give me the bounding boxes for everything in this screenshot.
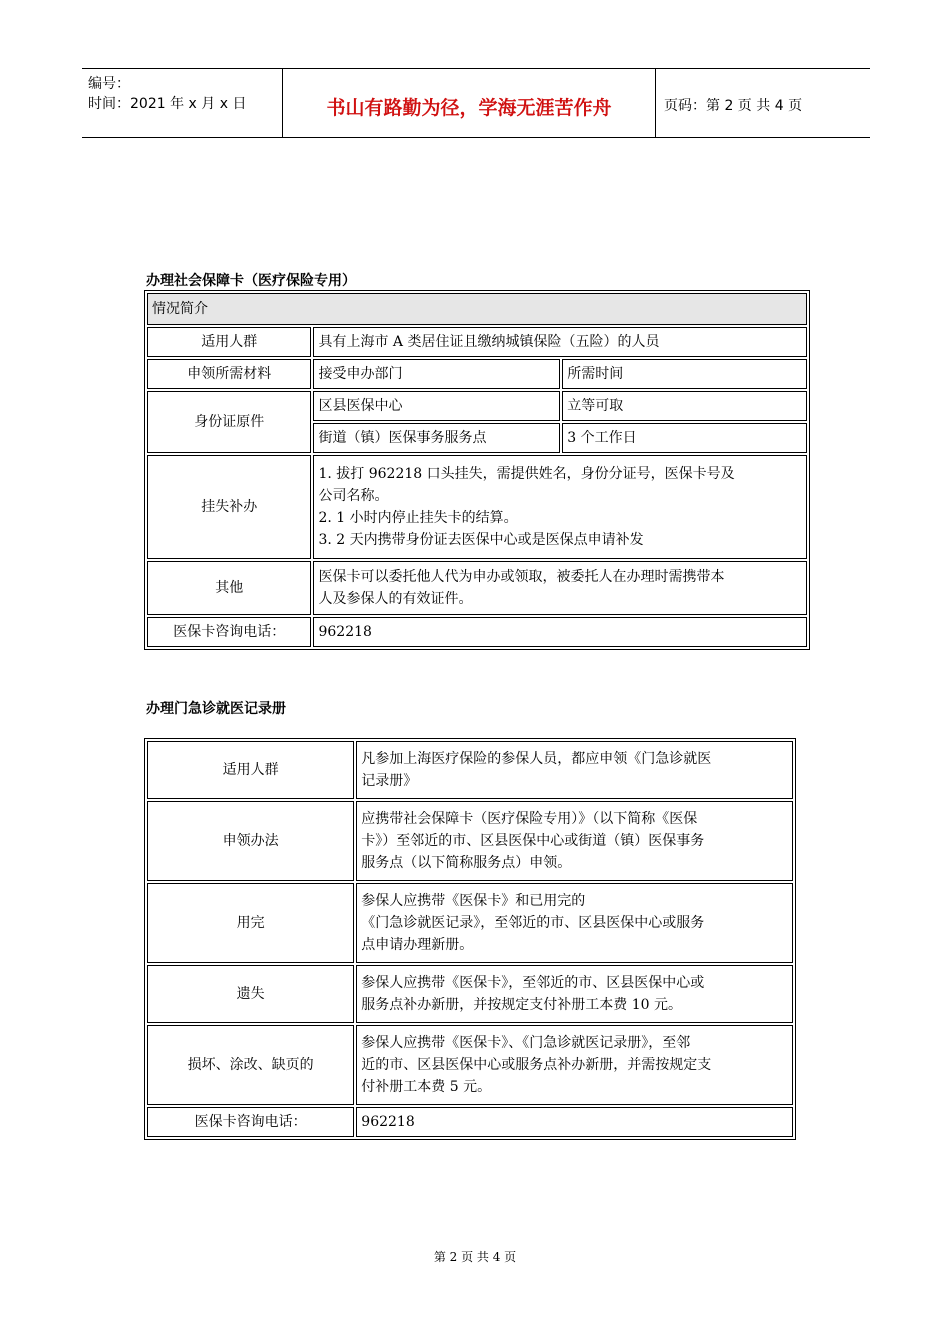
medical-record-book-table [144,738,796,1140]
header-motto-cell [283,69,656,137]
record-row-label: 申领办法 [147,801,354,881]
record-line: 凡参加上海医疗保险的参保人员，都应申领《门急诊就医 [361,751,712,767]
record-line: 应携带社会保障卡（医疗保险专用）》（以下简称《医保 [361,811,698,827]
document-number-label: 编号： [88,76,130,92]
record-row-label: 适用人群 [147,741,354,799]
record-row-content [356,883,793,963]
record-line: 记录册》 [361,773,418,789]
time-cell: 立等可取 [562,391,807,421]
record-row-content [356,741,793,799]
phone-value: 962218 [356,1107,793,1137]
loss-instructions [313,455,807,559]
social-security-card-table [144,290,810,650]
document-time-label: 时间：2021 年 x 月 x 日 [88,96,247,112]
record-line: 《门急诊就医记录》，至邻近的市、区县医保中心或服务 [361,915,705,931]
record-row-content [356,1025,793,1105]
record-row-content [356,965,793,1023]
record-line: 点申请办理新册。 [361,937,474,953]
header-motto: 书山有路勤为径，学海无涯苦作舟 [326,97,612,119]
phone-label: 医保卡咨询电话： [147,617,311,647]
page-header [82,68,870,138]
other-instructions [313,561,807,615]
id-card-label: 身份证原件 [147,391,311,453]
section-title-social-security-card: 办理社会保障卡（医疗保险专用） [146,273,356,289]
other-line: 医保卡可以委托他人代为申办或领取，被委托人在办理时需携带本 [318,569,725,585]
loss-line: 公司名称。 [318,488,389,504]
page-footer: 第 2 页 共 4 页 [433,1250,517,1264]
time-cell: 3 个工作日 [562,423,807,453]
record-line: 参保人应携带《医保卡》、《门急诊就医记录册》，至邻 [361,1035,691,1051]
section-title-medical-record-book: 办理门急诊就医记录册 [146,701,286,717]
record-row-label: 损坏、涂改、缺页的 [147,1025,354,1105]
loss-line: 1. 拔打 962218 口头挂失，需提供姓名，身份分证号，医保卡号及 [318,466,735,482]
time-header: 所需时间 [562,359,807,389]
other-line: 人及参保人的有效证件。 [318,591,473,607]
materials-label: 申领所需材料 [147,359,311,389]
other-label: 其他 [147,561,311,615]
dept-header: 接受申办部门 [313,359,560,389]
applicable-label: 适用人群 [147,327,311,357]
record-line: 近的市、区县医保中心或服务点补办新册，并需按规定支 [361,1057,712,1073]
record-row-content [356,801,793,881]
record-row-label: 遗失 [147,965,354,1023]
record-line: 卡》）至邻近的市、区县医保中心或街道（镇）医保事务 [361,833,705,849]
record-line: 参保人应携带《医保卡》，至邻近的市、区县医保中心或 [361,975,705,991]
loss-label: 挂失补办 [147,455,311,559]
record-line: 付补册工本费 5 元。 [361,1079,492,1095]
header-page-cell [656,69,870,137]
record-line: 参保人应携带《医保卡》和已用完的 [361,893,586,909]
intro-header: 情况简介 [147,293,807,325]
record-row-label: 用完 [147,883,354,963]
dept-cell: 街道（镇）医保事务服务点 [313,423,560,453]
header-page-number: 页码：第 2 页 共 4 页 [664,98,803,114]
record-line: 服务点（以下简称服务点）申领。 [361,855,572,871]
loss-line: 3. 2 天内携带身份证去医保中心或是医保点申请补发 [318,532,644,548]
loss-line: 2. 1 小时内停止挂失卡的结算。 [318,510,518,526]
phone-label: 医保卡咨询电话： [147,1107,354,1137]
applicable-value: 具有上海市 A 类居住证且缴纳城镇保险（五险）的人员 [313,327,807,357]
phone-value: 962218 [313,617,807,647]
dept-cell: 区县医保中心 [313,391,560,421]
record-line: 服务点补办新册，并按规定支付补册工本费 10 元。 [361,997,682,1013]
header-info-cell [82,69,283,137]
